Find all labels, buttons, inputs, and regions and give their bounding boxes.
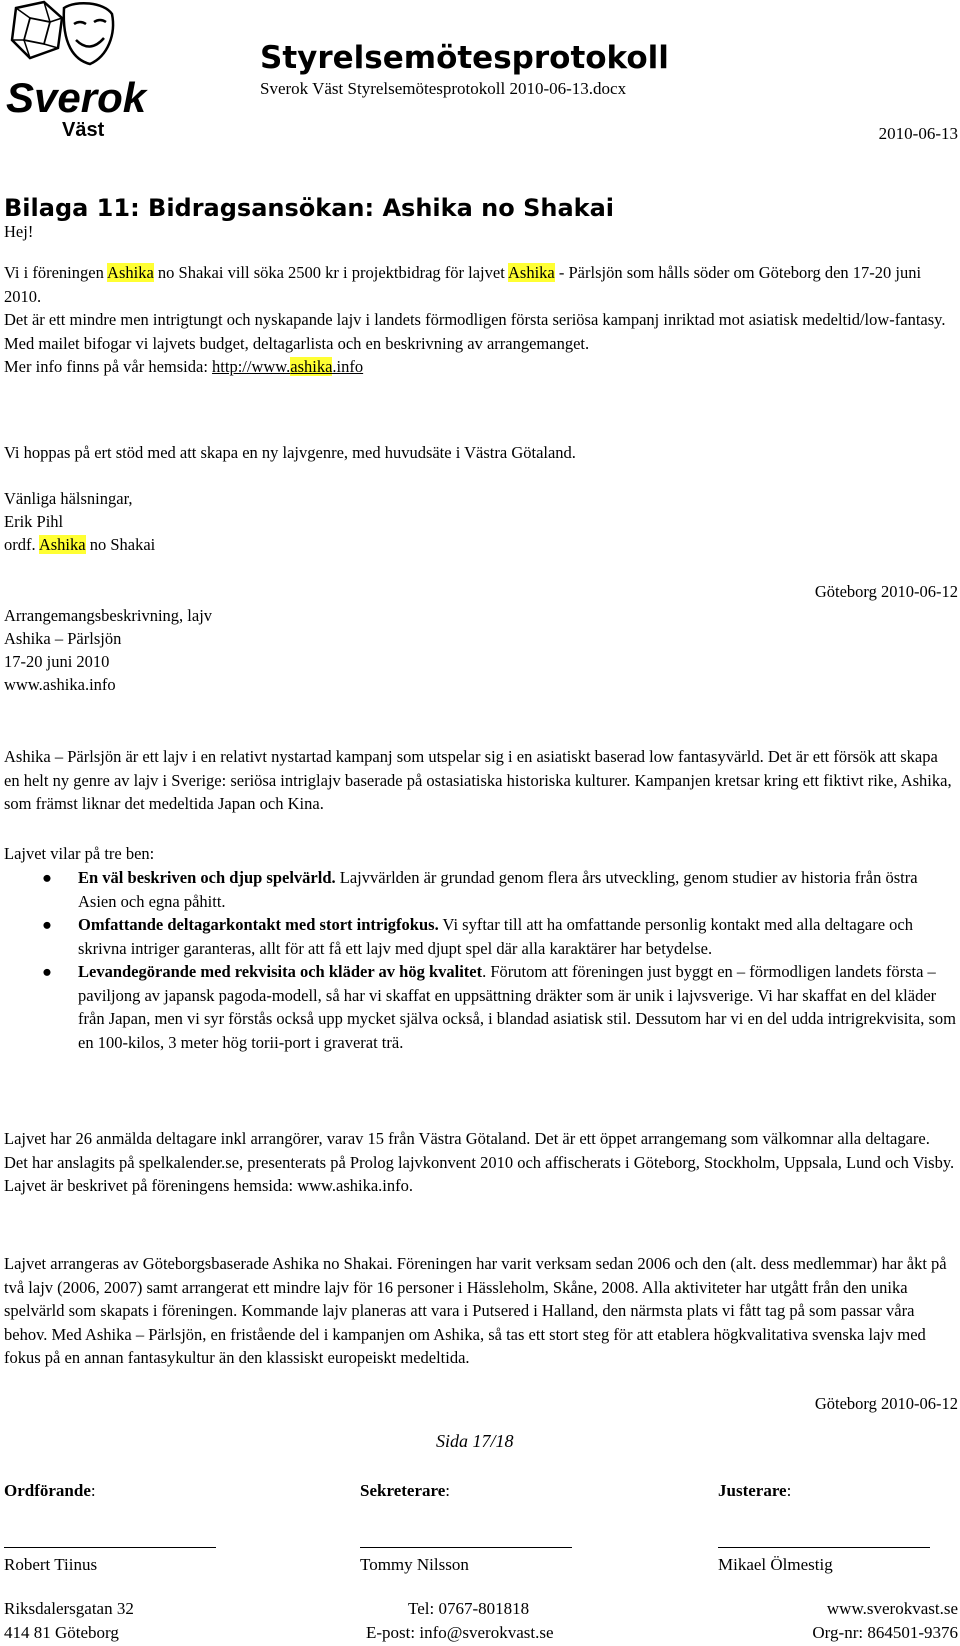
role-label: Sekreterare: [360, 1481, 446, 1500]
application-paragraph: [4, 355, 956, 379]
application-paragraph: Med mailet bifogar vi lajvets budget, deltagarlista och en beskrivning av arrangemanget.: [4, 333, 590, 353]
closing-greeting: Vänliga hälsningar,: [4, 489, 133, 508]
list-item-text: Lajvvärlden är grundad genom flera års utveckling, genom studier av historia från östra Asien och egna påhitt.: [78, 868, 918, 911]
footer-phone: Tel: 0767-801818: [408, 1599, 530, 1618]
svg-text:Sverok: Sverok: [6, 74, 147, 121]
list-item-text: Vi syftar till att ha omfattande personlig kontakt med alla deltagare och skrivna intriger garanteras, allt för att få ett lajv med djupt spel där alla karaktärer har betydelse.: [78, 915, 914, 958]
description-intro: Ashika – Pärlsjön är ett lajv i en relativt nystartad kampanj som utspelar sig i en asiatiskt baserad low fantasyvärld. Det är ett försök att skapa en helt ny genre av lajv i Sverige: seriösa intriglajv baserade på ostasiatiska historiska kulturer. Kampanjen kretsar kring ett fiktivt rike, Ashika, som främst liknar det medeltida Japan och Kina.: [4, 747, 952, 813]
highlighted-term: Ashika: [508, 263, 555, 282]
document-filename: Sverok Väst Styrelsemötesprotokoll 2010-06-13.docx: [260, 79, 627, 98]
role-label: Ordförande: [4, 1481, 91, 1500]
signature-line: [718, 1547, 930, 1548]
document-title: Styrelsemötesprotokoll: [260, 40, 669, 76]
list-item-heading: Levandegörande med rekvisita och kläder av hög kvalitet: [78, 962, 483, 981]
list-item: [4, 913, 956, 960]
participants-paragraph: Lajvet har 26 anmälda deltagare inkl arrangörer, varav 15 från Västra Götaland. Det är ett öppet arrangemang som välkomnar alla deltagare. Det har anslagits på spelkalender.se, presenterats på Prolog lajvkonvent 2010 och affischerats i Göteborg, Stockholm, Uppsala, Lund och Visby. Lajvet är beskrivet på föreningens hemsida: www.ashika.info.: [4, 1129, 955, 1195]
text-span: ordf.: [4, 535, 39, 554]
support-request: Vi hoppas på ert stöd med att skapa en ny lajvgenre, med huvudsäte i Västra Götaland.: [4, 443, 576, 462]
application-paragraph: Det är ett mindre men intrigtungt och nyskapande lajv i landets förmodligen första seriösa kampanj inriktad mot asiatisk medeltid/low-fantasy.: [4, 310, 946, 329]
footer-email: E-post: info@sverokvast.se: [366, 1623, 554, 1642]
sverok-vast-logo: [4, 0, 147, 141]
role-label: Justerare: [718, 1481, 787, 1500]
text-span: no Shakai: [85, 535, 156, 554]
signature-role-chair: Ordförande:: [4, 1481, 96, 1500]
description-title-line: Ashika – Pärlsjön: [4, 629, 122, 648]
bullet-icon: ●: [42, 868, 52, 887]
list-item: [4, 960, 956, 1054]
website-link[interactable]: [212, 357, 363, 376]
text-span: no Shakai vill söka 2500 kr i projektbidrag för lajvet: [153, 263, 509, 282]
signatory-name: Tommy Nilsson: [360, 1555, 469, 1574]
signature-role-secretary: Sekreterare:: [360, 1481, 451, 1500]
footer-address-street: Riksdalersgatan 32: [4, 1599, 134, 1618]
description-title-line: 17-20 juni 2010: [4, 652, 110, 671]
description-title-line: www.ashika.info: [4, 675, 116, 694]
text-span: Vi i föreningen: [4, 263, 108, 282]
highlighted-term: Ashika: [107, 263, 154, 282]
footer-website: www.sverokvast.se: [826, 1599, 958, 1618]
list-item-heading: En väl beskriven och djup spelvärld.: [78, 868, 336, 887]
sender-name: Erik Pihl: [4, 512, 64, 531]
place-date-top: Göteborg 2010-06-12: [814, 582, 958, 601]
signatory-name: Mikael Ölmestig: [718, 1555, 833, 1574]
list-item-text: . Förutom att föreningen just byggt en – förmodligen landets första – paviljong av japansk pagoda-modell, så har vi skaffat en uppsättning dräkter som är unik i lajvsverige. Vi har skaffat en del kläder från Japan, men vi syr förstås också upp mycket själva också, i blandad asiatisk stil. Dessutom har vi en del udda intrigrekvisita, som en 100-kilos, 3 meter hög torii-port i graverat trä.: [78, 962, 956, 1052]
legs-list: [4, 866, 956, 1054]
list-item-heading: Omfattande deltagarkontakt med stort intrigfokus.: [78, 915, 439, 934]
signature-line: [4, 1547, 216, 1548]
greeting: Hej!: [4, 222, 34, 241]
link-part: http://www.: [212, 357, 291, 376]
header-date: 2010-06-13: [878, 124, 958, 143]
footer-address-city: 414 81 Göteborg: [4, 1623, 119, 1642]
highlighted-term: ashika: [290, 357, 333, 376]
appendix-heading: Bilaga 11: Bidragsansökan: Ashika no Shakai: [4, 194, 615, 222]
signature-line: [360, 1547, 572, 1548]
text-span: Mer info finns på vår hemsida:: [4, 357, 213, 376]
signature-role-adjuster: Justerare:: [718, 1481, 792, 1500]
sender-role: [4, 533, 155, 557]
description-title-line: Arrangemangsbeskrivning, lajv: [4, 606, 213, 625]
highlighted-term: Ashika: [38, 535, 86, 554]
footer-org-nr: Org-nr: 864501-9376: [812, 1623, 958, 1642]
bullet-icon: ●: [42, 915, 52, 934]
svg-text:Väst: Väst: [62, 119, 105, 141]
organizer-paragraph: Lajvet arrangeras av Göteborgsbaserade Ashika no Shakai. Föreningen har varit verksam sedan 2006 och den (alt. dess medlemmar) har åkt på två lajv (2006, 2007) samt arrangerat ett mindre lajv för 16 personer i Hässleholm, Skåne, 2008. Alla aktiviteter har utgått från den unika spelvärld som skapats i föreningen. Kommande lajv planeras att vara i Putsered i Halland, den närmsta plats vi fått tag på som passar våra behov. Med Ashika – Pärlsjön, en fristående del i kampanjen om Ashika, så tas ett stort steg för att etablera högkvalitativa svenska lajv med fokus på en annan fantasykultur än den klassiskt europeiskt medeltida.: [4, 1254, 947, 1367]
application-body: [4, 261, 956, 379]
place-date-bottom: Göteborg 2010-06-12: [814, 1394, 958, 1413]
page-number: Sida 17/18: [436, 1431, 514, 1451]
signatory-name: Robert Tiinus: [4, 1555, 98, 1574]
list-item: [4, 866, 956, 913]
application-paragraph: [4, 261, 956, 308]
bullet-icon: ●: [42, 962, 52, 981]
link-part: .info: [332, 357, 364, 376]
legs-intro: Lajvet vilar på tre ben:: [4, 844, 155, 863]
text-span: - Pärlsjön som hålls söder om Göteborg den 17-20 juni 2010.: [4, 263, 922, 306]
